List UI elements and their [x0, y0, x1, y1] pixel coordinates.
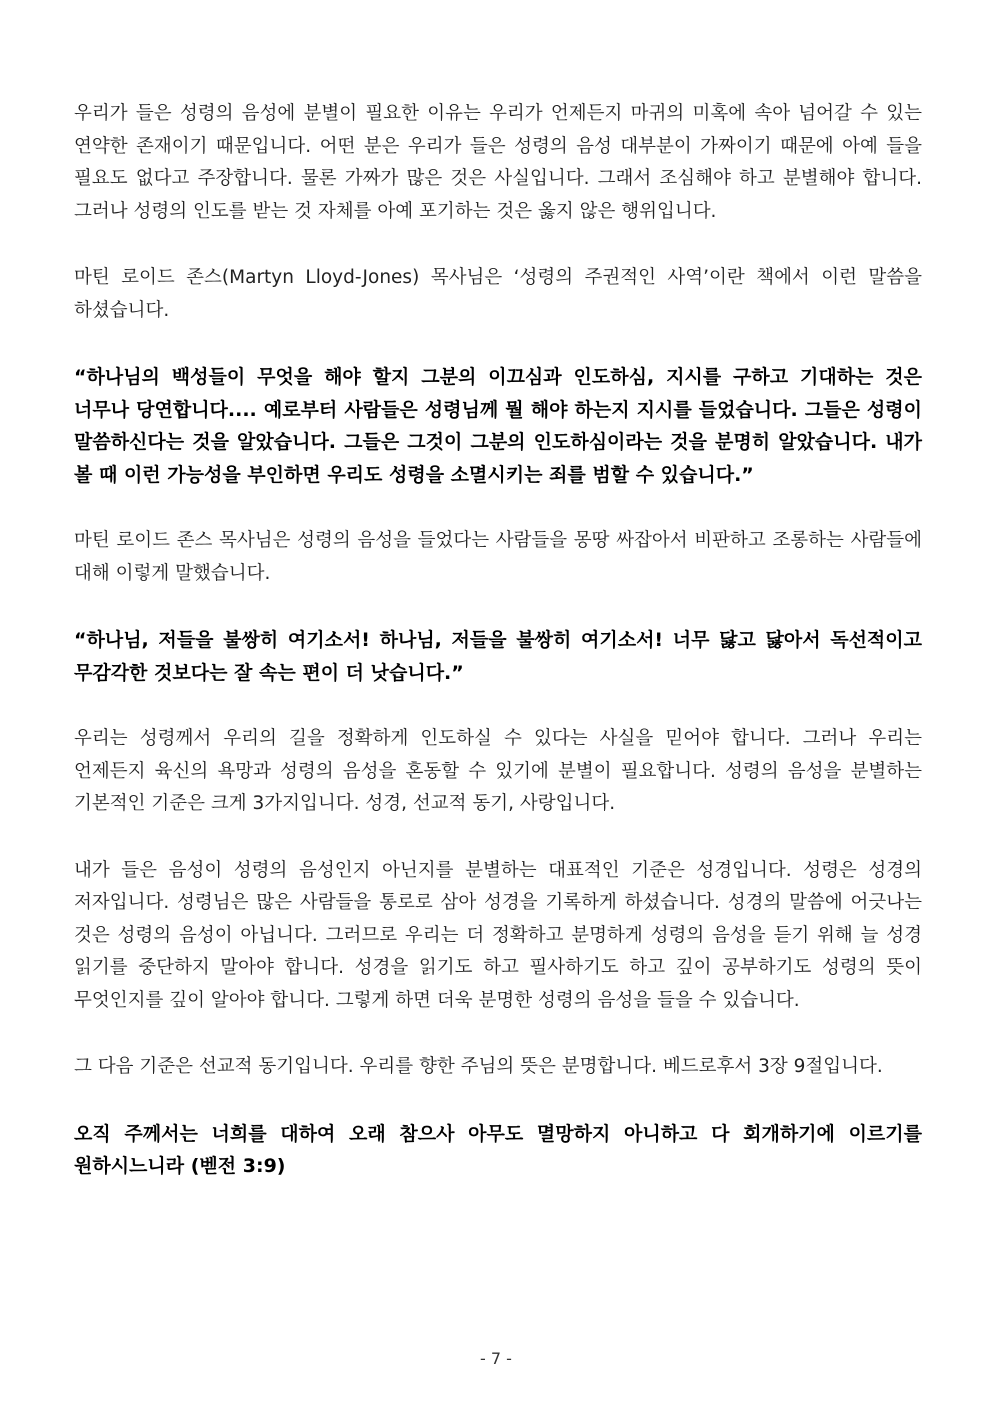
- quote-lloyd-jones-guidance: “하나님의 백성들이 무엇을 해야 할지 그분의 이끄심과 인도하심, 지시를 구하고 기대하는 것은 너무나 당연합니다.... 예로부터 사람들은 성령님께 뭘 해야 하는지 지시를 들었습니다. 그들은 성령이 말씀하신다는 것을 알았습니다. 그들은 그것이 그분의 인도하심이라는 것을 분명히 알았습니다. 내가 볼 때 이런 가능성을 부인하면 우리도 성령을 소멸시키는 죄를 범할 수 있습니다.”: [74, 366, 922, 486]
- paragraph-three-criteria: 우리는 성령께서 우리의 길을 정확하게 인도하실 수 있다는 사실을 믿어야 합니다. 그러나 우리는 언제든지 육신의 욕망과 성령의 음성을 혼동할 수 있기에 분별이 필요합니다. 성령의 음성을 분별하는 기본적인 기준은 크게 3가지입니다. 성경, 선교적 동기, 사랑입니다.: [74, 728, 922, 814]
- paragraph-reason-for-discernment: 우리가 들은 성령의 음성에 분별이 필요한 이유는 우리가 언제든지 마귀의 미혹에 속아 넘어갈 수 있는 연약한 존재이기 때문입니다. 어떤 분은 우리가 들은 성령의 음성 대부분이 가짜이기 때문에 아예 들을 필요도 없다고 주장합니다. 물론 가짜가 많은 것은 사실입니다. 그래서 조심해야 하고 분별해야 합니다. 그러나 성령의 인도를 받는 것 자체를 아예 포기하는 것은 옳지 않은 행위입니다.: [74, 103, 922, 222]
- page-number: - 7 -: [480, 1349, 512, 1368]
- paragraph-scripture-criterion: 내가 들은 음성이 성령의 음성인지 아닌지를 분별하는 대표적인 기준은 성경입니다. 성령은 성경의 저자입니다. 성령님은 많은 사람들을 통로로 삼아 성경을 기록하게 하셨습니다. 성경의 말씀에 어긋나는 것은 성령의 음성이 아닙니다. 그러므로 우리는 더 정확하고 분명하게 성령의 음성을 듣기 위해 늘 성경 읽기를 중단하지 말아야 합니다. 성경을 읽기도 하고 필사하기도 하고 깊이 공부하기도 성령의 뜻이 무엇인지를 깊이 알아야 합니다. 그렇게 하면 더욱 분명한 성령의 음성을 들을 수 있습니다.: [74, 859, 922, 1011]
- paragraph-lloyd-jones-critics: 마틴 로이드 존스 목사님은 성령의 음성을 들었다는 사람들을 몽땅 싸잡아서 비판하고 조롱하는 사람들에 대해 이렇게 말했습니다.: [74, 530, 922, 584]
- quote-lloyd-jones-prayer: “하나님, 저들을 불쌍히 여기소서! 하나님, 저들을 불쌍히 여기소서! 너무 닳고 닳아서 독선적이고 무감각한 것보다는 잘 속는 편이 더 낫습니다.”: [74, 629, 922, 684]
- quote-scripture-verse: 오직 주께서는 너희를 대하여 오래 참으사 아무도 멸망하지 아니하고 다 회개하기에 이르기를 원하시느니라 (벧전 3:9): [74, 1122, 922, 1177]
- document-page: [74, 98, 922, 1217]
- paragraph-lloyd-jones-intro: 마틴 로이드 존스(Martyn Lloyd-Jones) 목사님은 ‘성령의 주권적인 사역’이란 책에서 이런 말씀을 하셨습니다.: [74, 267, 922, 321]
- paragraph-missional-motive: 그 다음 기준은 선교적 동기입니다. 우리를 향한 주님의 뜻은 분명합니다. 베드로후서 3장 9절입니다.: [74, 1056, 883, 1077]
